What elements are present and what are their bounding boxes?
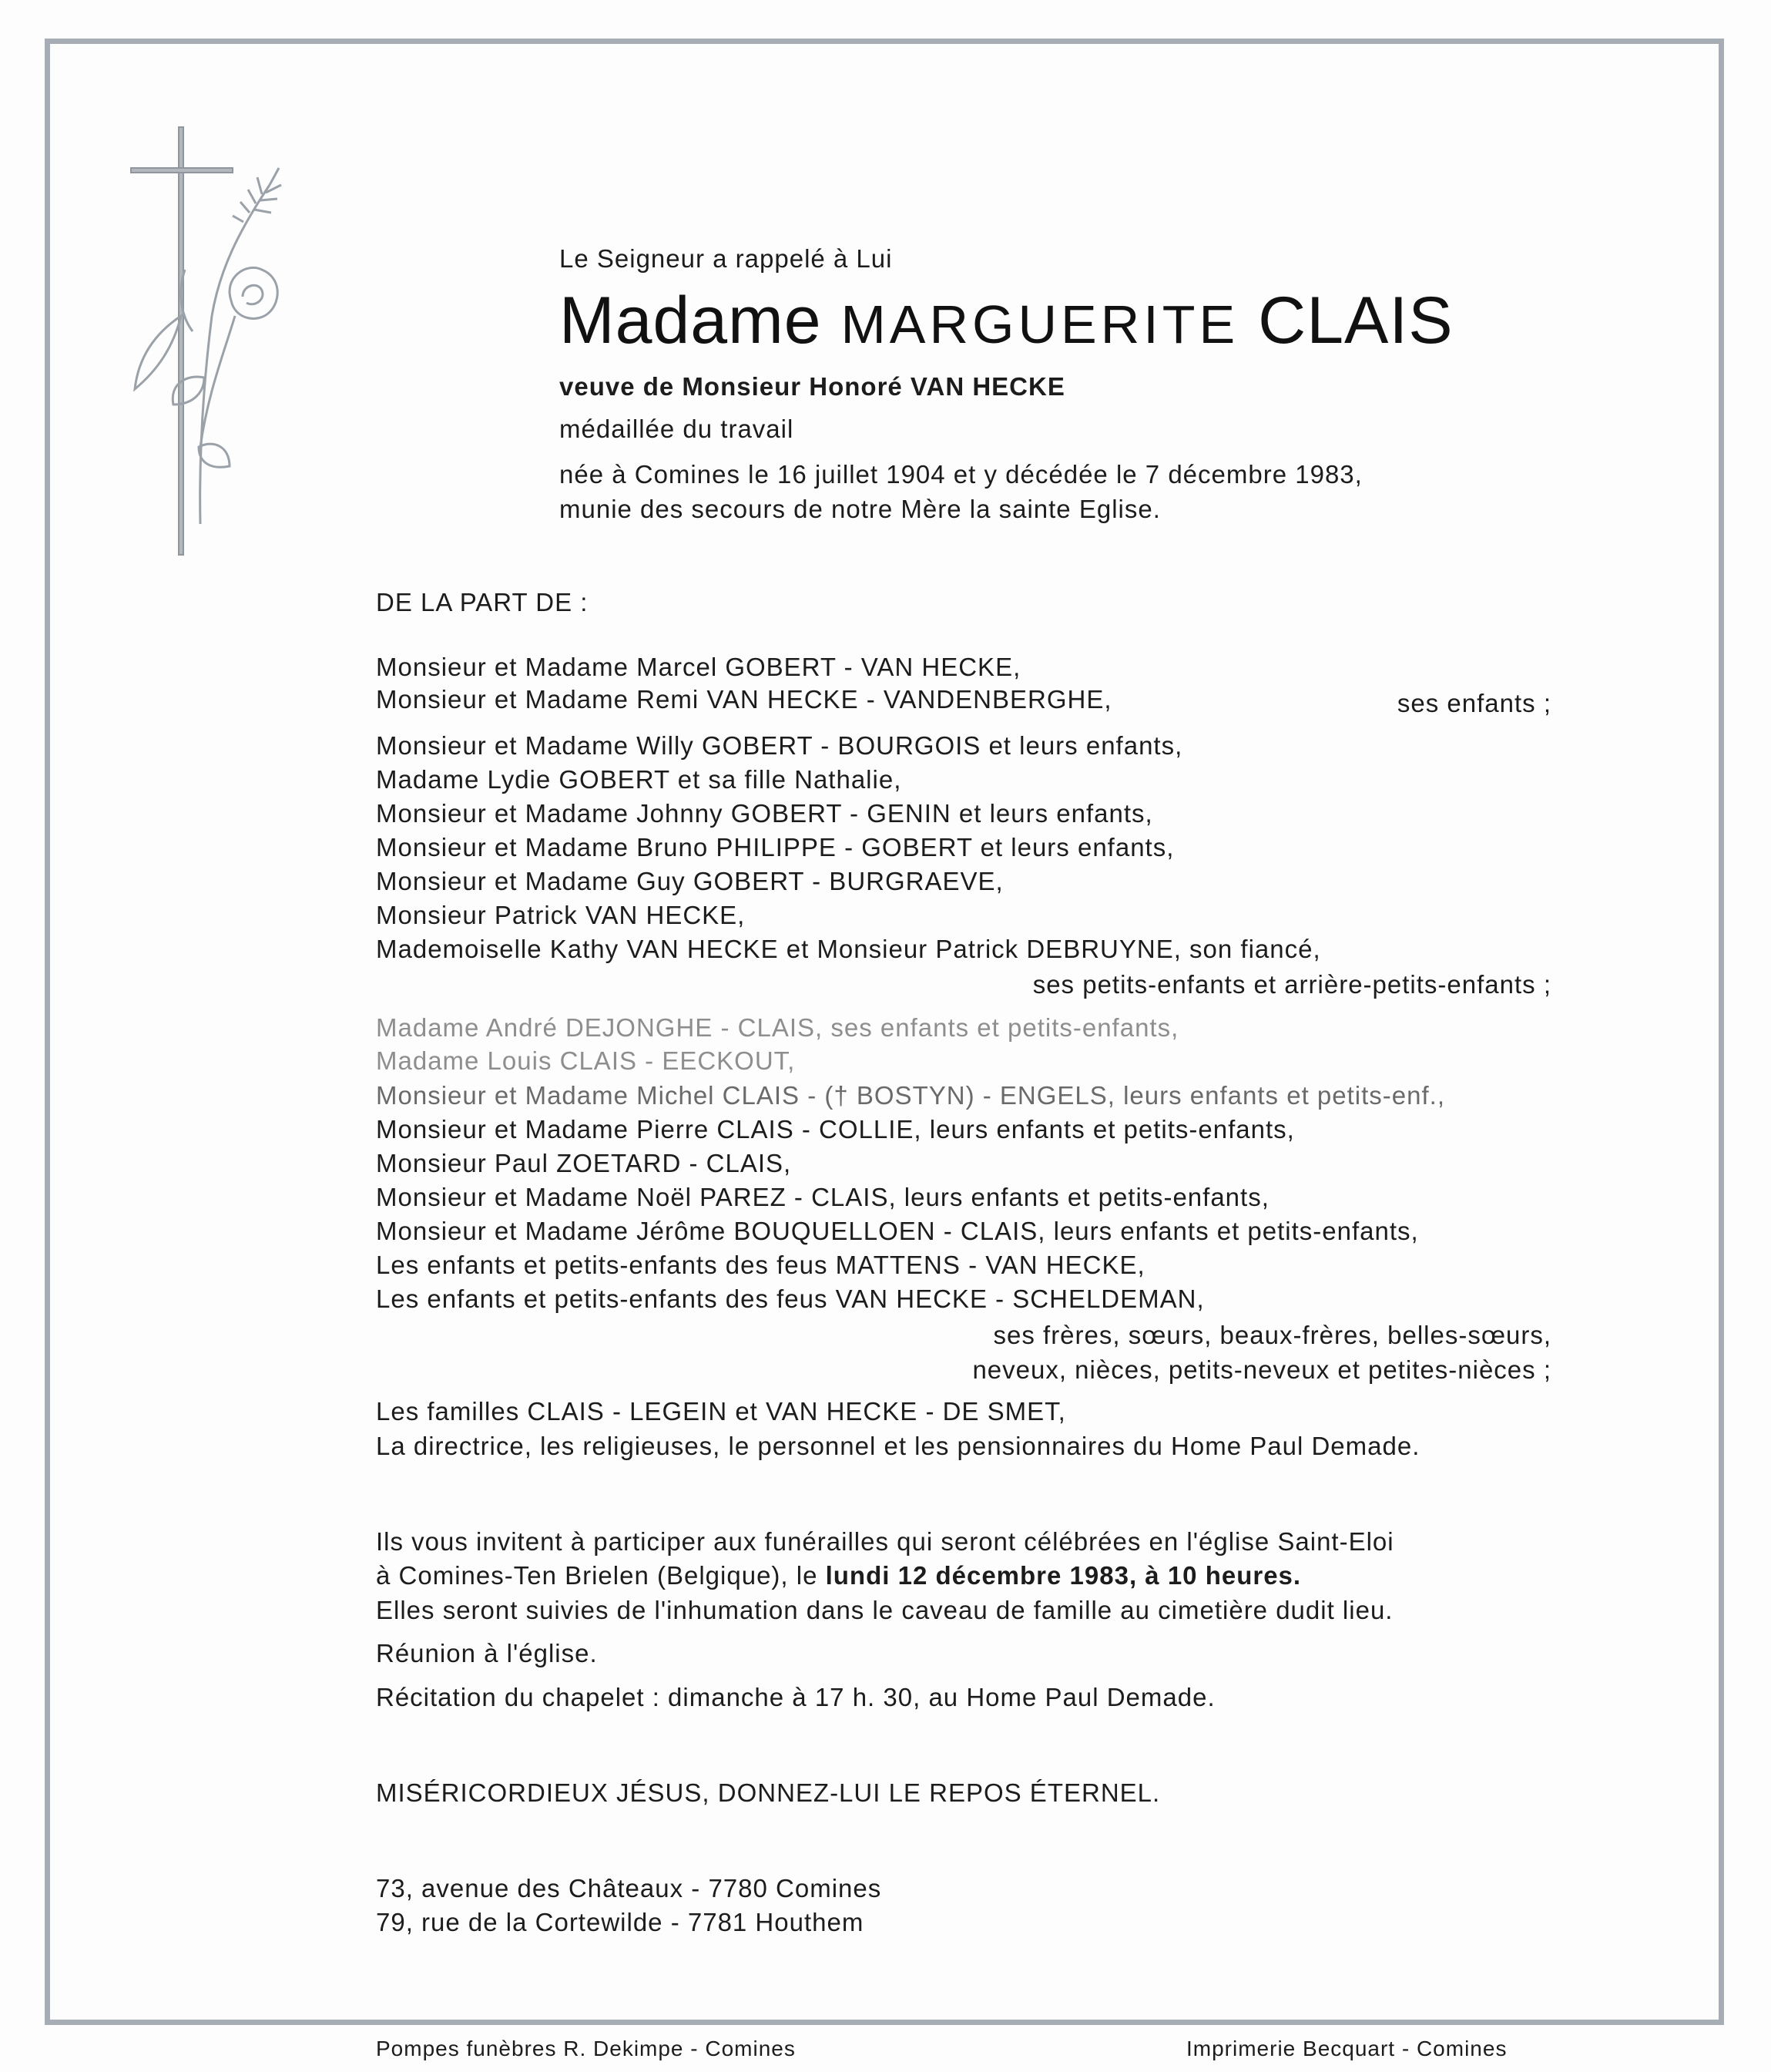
funeral-line-1: Ils vous invitent à participer aux funérailles qui seront célébrées en l'église Saint-Eloi: [376, 1527, 1394, 1556]
birth-death-line: née à Comines le 16 juillet 1904 et y décédée le 7 décembre 1983,: [559, 460, 1363, 489]
sibling-line: Madame André DEJONGHE - CLAIS, ses enfants et petits-enfants,: [376, 1013, 1179, 1042]
medal-line: médaillée du travail: [559, 415, 794, 443]
sibling-line: Monsieur et Madame Jérôme BOUQUELLOEN - CLAIS, leurs enfants et petits-enfants,: [376, 1217, 1419, 1245]
sibling-line: Monsieur et Madame Pierre CLAIS - COLLIE, leurs enfants et petits-enfants,: [376, 1115, 1295, 1143]
grandchild-line: Monsieur et Madame Willy GOBERT - BOURGOIS et leurs enfants,: [376, 731, 1183, 760]
funeral-line-3: Elles seront suivies de l'inhumation dans le caveau de famille au cimetière dudit lieu.: [376, 1596, 1394, 1624]
family-line: Les familles CLAIS - LEGEIN et VAN HECKE - DE SMET,: [376, 1397, 1066, 1426]
footer-printer: Imprimerie Becquart - Comines: [1186, 2037, 1508, 2060]
children-role: ses enfants ;: [1397, 689, 1551, 717]
from-heading: DE LA PART DE :: [376, 588, 589, 616]
widow-line: veuve de Monsieur Honoré VAN HECKE: [559, 372, 1065, 401]
cross-wheat-rose-icon: [108, 123, 324, 562]
grandchild-line: Monsieur et Madame Bruno PHILIPPE - GOBERT et leurs enfants,: [376, 833, 1175, 861]
prayer-line: MISÉRICORDIEUX JÉSUS, DONNEZ-LUI LE REPOS ÉTERNEL.: [376, 1778, 1161, 1807]
sibling-line: Monsieur et Madame Michel CLAIS - († BOSTYN) - ENGELS, leurs enfants et petits-enf.,: [376, 1081, 1445, 1110]
address-line: 73, avenue des Châteaux - 7780 Comines: [376, 1874, 882, 1902]
funeral-line-2: à Comines-Ten Brielen (Belgique), le lundi 12 décembre 1983, à 10 heures.: [376, 1561, 1302, 1590]
sibling-line: Monsieur et Madame Noël PAREZ - CLAIS, leurs enfants et petits-enfants,: [376, 1183, 1270, 1211]
grandchild-line: Mademoiselle Kathy VAN HECKE et Monsieur Patrick DEBRUYNE, son fiancé,: [376, 935, 1321, 963]
grandchild-line: Monsieur et Madame Johnny GOBERT - GENIN et leurs enfants,: [376, 799, 1153, 828]
siblings-role-1: ses frères, sœurs, beaux-frères, belles-sœurs,: [993, 1321, 1551, 1349]
sibling-line: Monsieur Paul ZOETARD - CLAIS,: [376, 1149, 792, 1177]
deceased-name: Madame MARGUERITE CLAIS: [559, 284, 1454, 358]
grandchildren-role: ses petits-enfants et arrière-petits-enfants ;: [1032, 970, 1551, 999]
intro-line: Le Seigneur a rappelé à Lui: [559, 244, 893, 273]
sibling-line: Les enfants et petits-enfants des feus MATTENS - VAN HECKE,: [376, 1251, 1145, 1279]
child-line: Monsieur et Madame Remi VAN HECKE - VANDENBERGHE,: [376, 685, 1112, 714]
grandchild-line: Monsieur Patrick VAN HECKE,: [376, 901, 746, 929]
footer-undertaker: Pompes funèbres R. Dekimpe - Comines: [376, 2037, 796, 2060]
child-line: Monsieur et Madame Marcel GOBERT - VAN HECKE,: [376, 653, 1021, 681]
sacraments-line: munie des secours de notre Mère la sainte Eglise.: [559, 495, 1161, 523]
grandchild-line: Monsieur et Madame Guy GOBERT - BURGRAEVE,: [376, 867, 1004, 895]
family-line: La directrice, les religieuses, le personnel et les pensionnaires du Home Paul Demade.: [376, 1432, 1420, 1460]
siblings-role-2: neveux, nièces, petits-neveux et petites-nièces ;: [972, 1355, 1551, 1384]
sibling-line: Les enfants et petits-enfants des feus VAN HECKE - SCHELDEMAN,: [376, 1285, 1205, 1313]
address-line: 79, rue de la Cortewilde - 7781 Houthem: [376, 1908, 864, 1936]
rosary-line: Récitation du chapelet : dimanche à 17 h. 30, au Home Paul Demade.: [376, 1683, 1216, 1711]
meeting-line: Réunion à l'église.: [376, 1639, 598, 1667]
sibling-line: Madame Louis CLAIS - EECKOUT,: [376, 1046, 796, 1075]
grandchild-line: Madame Lydie GOBERT et sa fille Nathalie,: [376, 765, 902, 794]
